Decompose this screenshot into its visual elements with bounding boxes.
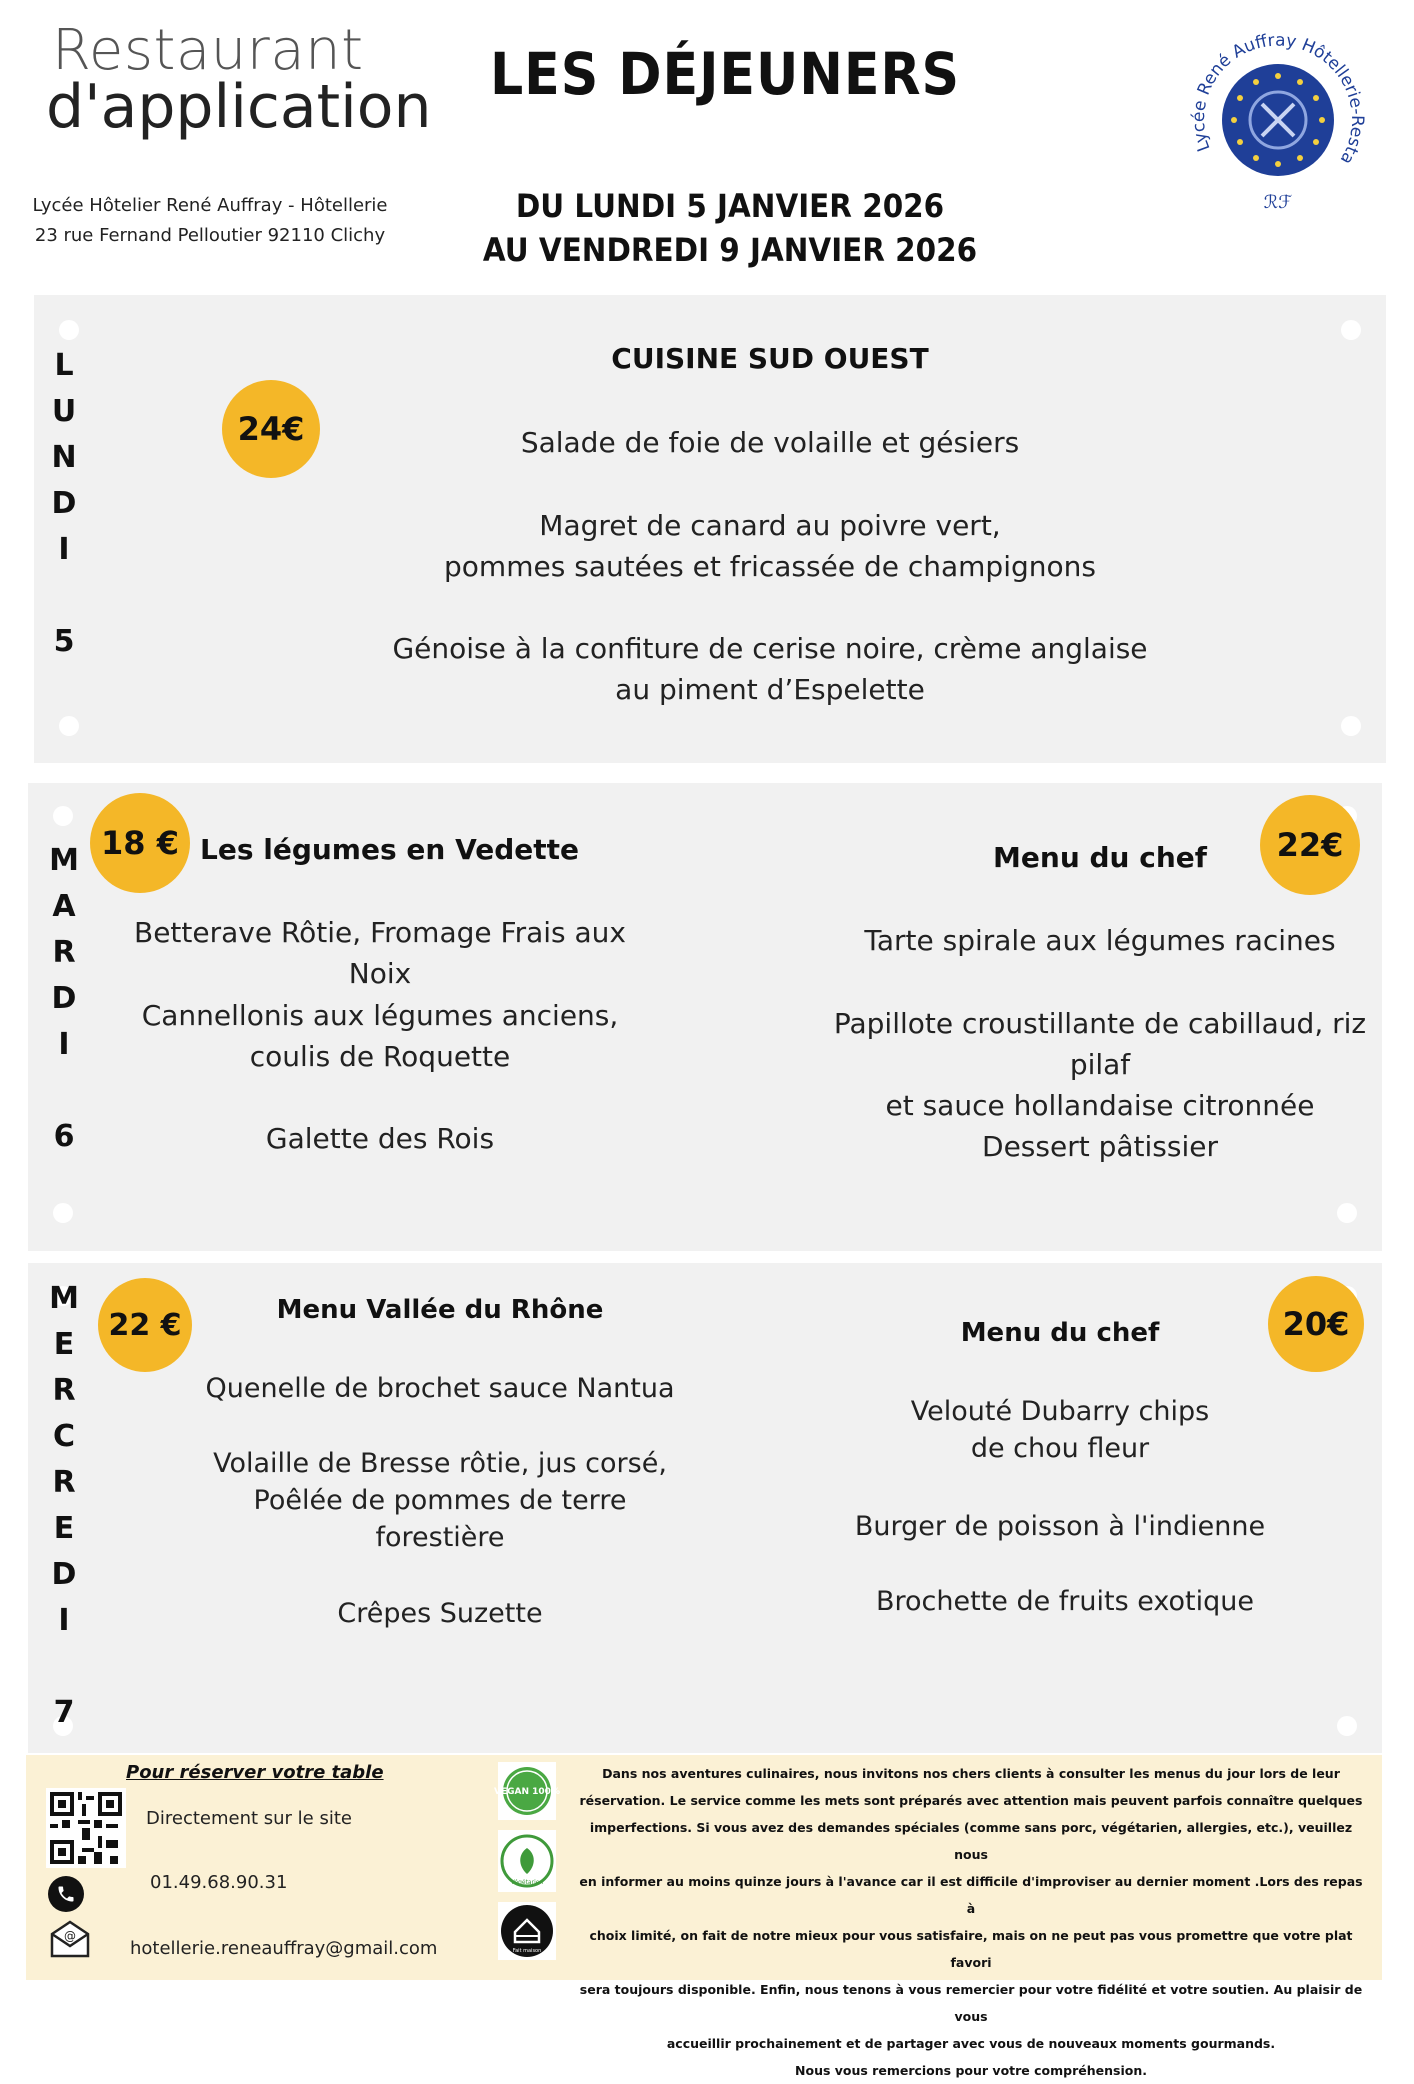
day-label-lundi: L U N D I 5 <box>51 348 77 659</box>
day-label-mercredi: M E R C R E D I 7 <box>49 1281 79 1730</box>
menu-title: Menu du chef <box>960 1318 1160 1348</box>
price-badge: 20€ <box>1268 1276 1364 1372</box>
menu-dish: Cannellonis aux légumes anciens, coulis de Roquette <box>141 999 619 1073</box>
period-line-2: AU VENDREDI 9 JANVIER 2026 <box>482 231 978 269</box>
homemade-badge-icon <box>498 1902 556 1960</box>
punch-hole <box>59 320 79 340</box>
svg-text:Végétarien: Végétarien <box>510 1879 544 1886</box>
page-title: LES DÉJEUNERS <box>490 40 960 108</box>
svg-text:Lycée René Auffray Hôtellerie-: Lycée René Auffray Hôtellerie-Resta <box>1188 30 1368 168</box>
punch-hole <box>53 1203 73 1223</box>
svg-text:Fait maison: Fait maison <box>512 1948 542 1954</box>
menu-dish: Brochette de fruits exotique <box>875 1586 1255 1617</box>
price-badge: 24€ <box>222 380 320 478</box>
menu-dish: Volaille de Bresse rôtie, jus corsé, Poêlée de pommes de terre forestière <box>213 1448 667 1553</box>
day-label-mardi: M A R D I 6 <box>49 843 79 1154</box>
menu-dish: Magret de canard au poivre vert, pommes sautées et fricassée de champignons <box>444 509 1096 583</box>
menu-dish: Papillote croustillante de cabillaud, riz pilaf et sauce hollandaise citronnée <box>833 1007 1367 1122</box>
menu-dish: Burger de poisson à l'indienne <box>854 1511 1266 1542</box>
address-line-2: 23 rue Fernand Pelloutier 92110 Clichy <box>34 225 386 246</box>
menu-dish: Tarte spirale aux légumes racines <box>864 924 1336 957</box>
menu-title: Les légumes en Vedette <box>200 833 579 866</box>
menu-title: Menu Vallée du Rhône <box>276 1295 604 1325</box>
qr-code-icon[interactable] <box>46 1788 126 1868</box>
menu-title: CUISINE SUD OUEST <box>611 342 929 375</box>
menu-dish: Crêpes Suzette <box>337 1598 543 1629</box>
punch-hole <box>1341 320 1361 340</box>
menu-dish: Galette des Rois <box>265 1122 495 1155</box>
school-logo <box>1178 20 1378 220</box>
punch-hole <box>1341 716 1361 736</box>
menu-dish: Velouté Dubarry chips de chou fleur <box>910 1396 1210 1464</box>
menu-title: Menu du chef <box>993 841 1207 874</box>
phone-icon <box>48 1876 84 1912</box>
svg-text:ℛℱ: ℛℱ <box>1263 192 1293 213</box>
punch-hole <box>53 806 73 826</box>
punch-hole <box>59 716 79 736</box>
period-line-1: DU LUNDI 5 JANVIER 2026 <box>515 187 945 225</box>
punch-hole <box>1337 1716 1357 1736</box>
address-line-1: Lycée Hôtelier René Auffray - Hôtellerie <box>32 195 388 216</box>
svg-text:VEGAN 100%: VEGAN 100% <box>494 1787 560 1797</box>
notice-text: Dans nos aventures culinaires, nous invitons nos chers clients à consulter les menus du jour lors de leur réservation. Le service comme les mets sont préparés avec attention mais peuvent parfois connaître quelques imperfections. Si vous avez des demandes spéciales (comme sans porc, végétarien, allergies, etc.), veuillez nous en informer au moins quinze jours à l'avance car il est difficile d'improviser au dernier moment .Lors des repas à choix limité, on fait de notre mieux pour vous satisfaire, mais on ne peut pas vous promettre que votre plat favori sera toujours disponible. Enfin, nous tenons à vous remercier pour votre fidélité et votre soutien. Au plaisir de vous accueillir prochainement et de partager avec vous de nouveaux moments gourmands. Nous vous remercions pour votre compréhension. <box>579 1766 1363 2078</box>
menu-dish: Salade de foie de volaille et gésiers <box>520 426 1020 459</box>
site-text: Directement sur le site <box>146 1808 352 1829</box>
phone-number[interactable]: 01.49.68.90.31 <box>150 1872 288 1893</box>
vegan-badge-icon <box>494 1762 560 1820</box>
vegetarian-badge-icon <box>498 1830 556 1892</box>
price-badge: 22 € <box>98 1278 192 1372</box>
svg-text:@: @ <box>64 1929 76 1943</box>
punch-hole <box>1337 1203 1357 1223</box>
price-badge: 18 € <box>90 793 190 893</box>
brand-line-2: d'application <box>46 72 432 142</box>
price-badge: 22€ <box>1260 795 1360 895</box>
brand-line-1: Restaurant <box>52 18 364 83</box>
menu-dish: Dessert pâtissier <box>982 1130 1218 1163</box>
menu-dish: Génoise à la confiture de cerise noire, crème anglaise au piment d’Espelette <box>392 632 1148 706</box>
menu-dish: Quenelle de brochet sauce Nantua <box>205 1373 675 1404</box>
menu-dish: Betterave Rôtie, Fromage Frais aux Noix <box>133 916 626 990</box>
mail-icon <box>48 1916 92 1960</box>
reserve-title: Pour réserver votre table <box>126 1762 384 1783</box>
email-address[interactable]: hotellerie.reneauffray@gmail.com <box>130 1938 438 1959</box>
